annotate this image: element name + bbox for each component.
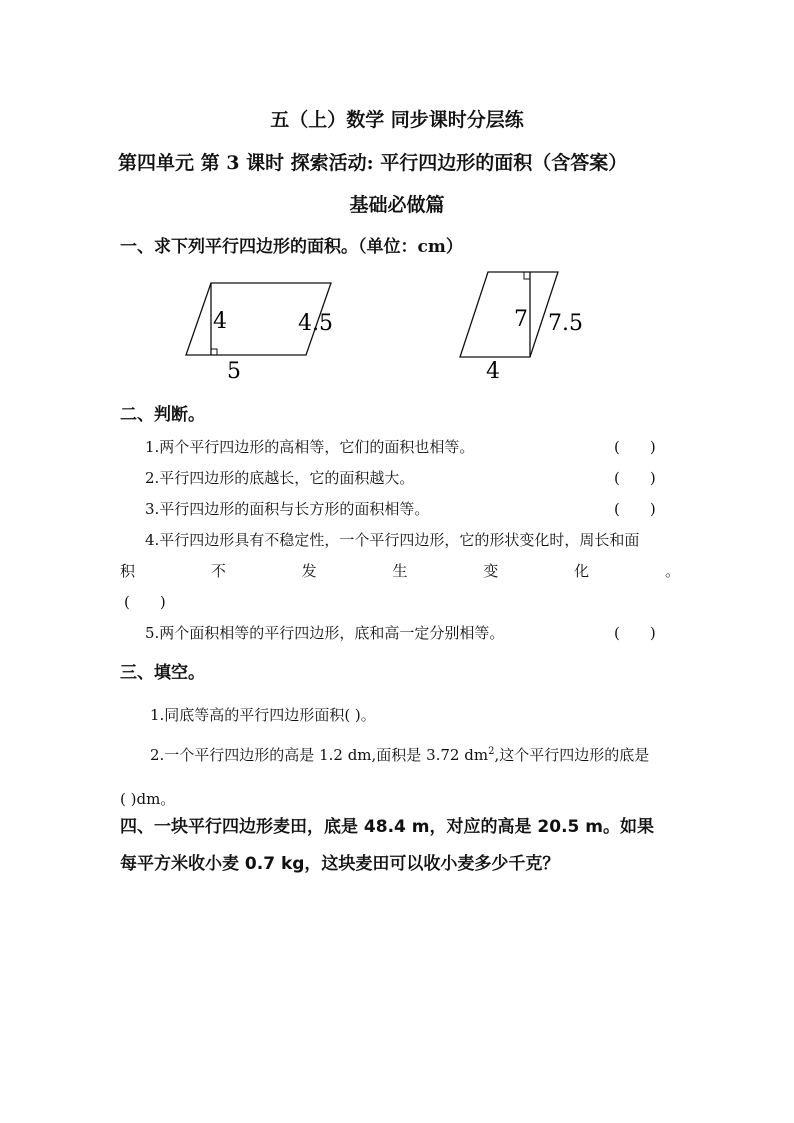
judgment-item-4-continuation: [120, 560, 680, 581]
word-problem-line-1: 四、一块平行四边形麦田，底是 48.4 m，对应的高是 20.5 m。如果: [120, 817, 654, 837]
answer-paren-1: ( ): [614, 438, 656, 456]
parallelogram-2-shape: [460, 272, 558, 357]
answer-paren-2: ( ): [614, 469, 656, 487]
answer-paren-3: ( ): [614, 500, 656, 518]
lesson-subtitle: 第四单元 第 3 课时 探索活动: 平行四边形的面积（含答案）: [118, 152, 628, 174]
answer-paren-4: ( ): [124, 593, 166, 611]
right-angle-mark-1: [211, 349, 217, 355]
judgment-item-5: 5.两个面积相等的平行四边形，底和高一定分别相等。: [145, 624, 505, 642]
judgment-item-3: 3.平行四边形的面积与长方形的面积相等。: [145, 500, 430, 518]
item4-char: 化: [574, 562, 590, 580]
unit-exponent: 2: [488, 746, 495, 757]
answer-paren-5: ( ): [614, 624, 656, 642]
parallelogram-1-base-label: 5: [227, 359, 241, 384]
fill-question-2-text-end: ,这个平行四边形的底是: [494, 746, 650, 764]
judgment-item-1: 1.两个平行四边形的高相等，它们的面积也相等。: [145, 438, 475, 456]
item4-char: 。: [664, 562, 680, 580]
parallelogram-1-side-label: 4.5: [298, 311, 333, 336]
parallelogram-1: [186, 283, 333, 384]
fill-question-2-blank: ( )dm。: [120, 790, 176, 808]
parallelogram-2-side-label: 7.5: [548, 311, 583, 336]
item4-char: 积: [120, 562, 136, 580]
item4-char: 发: [301, 562, 317, 580]
section-2-heading: 二、判断。: [120, 405, 205, 425]
item4-char: 不: [210, 562, 226, 580]
word-problem-line-2: 每平方米收小麦 0.7 kg，这块麦田可以收小麦多少千克？: [120, 854, 560, 874]
right-angle-mark-2: [524, 272, 530, 279]
section-3-heading: 三、填空。: [120, 663, 205, 683]
item4-char: 变: [483, 562, 499, 580]
fill-question-1: 1.同底等高的平行四边形面积( )。: [150, 706, 376, 724]
parallelogram-1-height-label: 4: [213, 309, 227, 334]
fill-question-2-text: 2.一个平行四边形的高是 1.2 dm,面积是 3.72 dm: [150, 746, 489, 764]
parallelogram-2-height-label: 7: [514, 307, 528, 332]
item4-char: 生: [392, 562, 408, 580]
parallelogram-2-base-label: 4: [486, 359, 500, 384]
worksheet-title: 五（上）数学 同步课时分层练: [270, 109, 524, 131]
fill-question-2: [150, 744, 649, 765]
level-heading: 基础必做篇: [349, 194, 445, 216]
parallelogram-figures: [150, 270, 710, 390]
judgment-item-2: 2.平行四边形的底越长，它的面积越大。: [145, 469, 415, 487]
section-1-heading: 一、求下列平行四边形的面积。（单位：cm）: [120, 237, 463, 257]
judgment-item-4: 4.平行四边形具有不稳定性，一个平行四边形，它的形状变化时，周长和面: [145, 531, 640, 549]
parallelogram-2: [460, 272, 583, 384]
